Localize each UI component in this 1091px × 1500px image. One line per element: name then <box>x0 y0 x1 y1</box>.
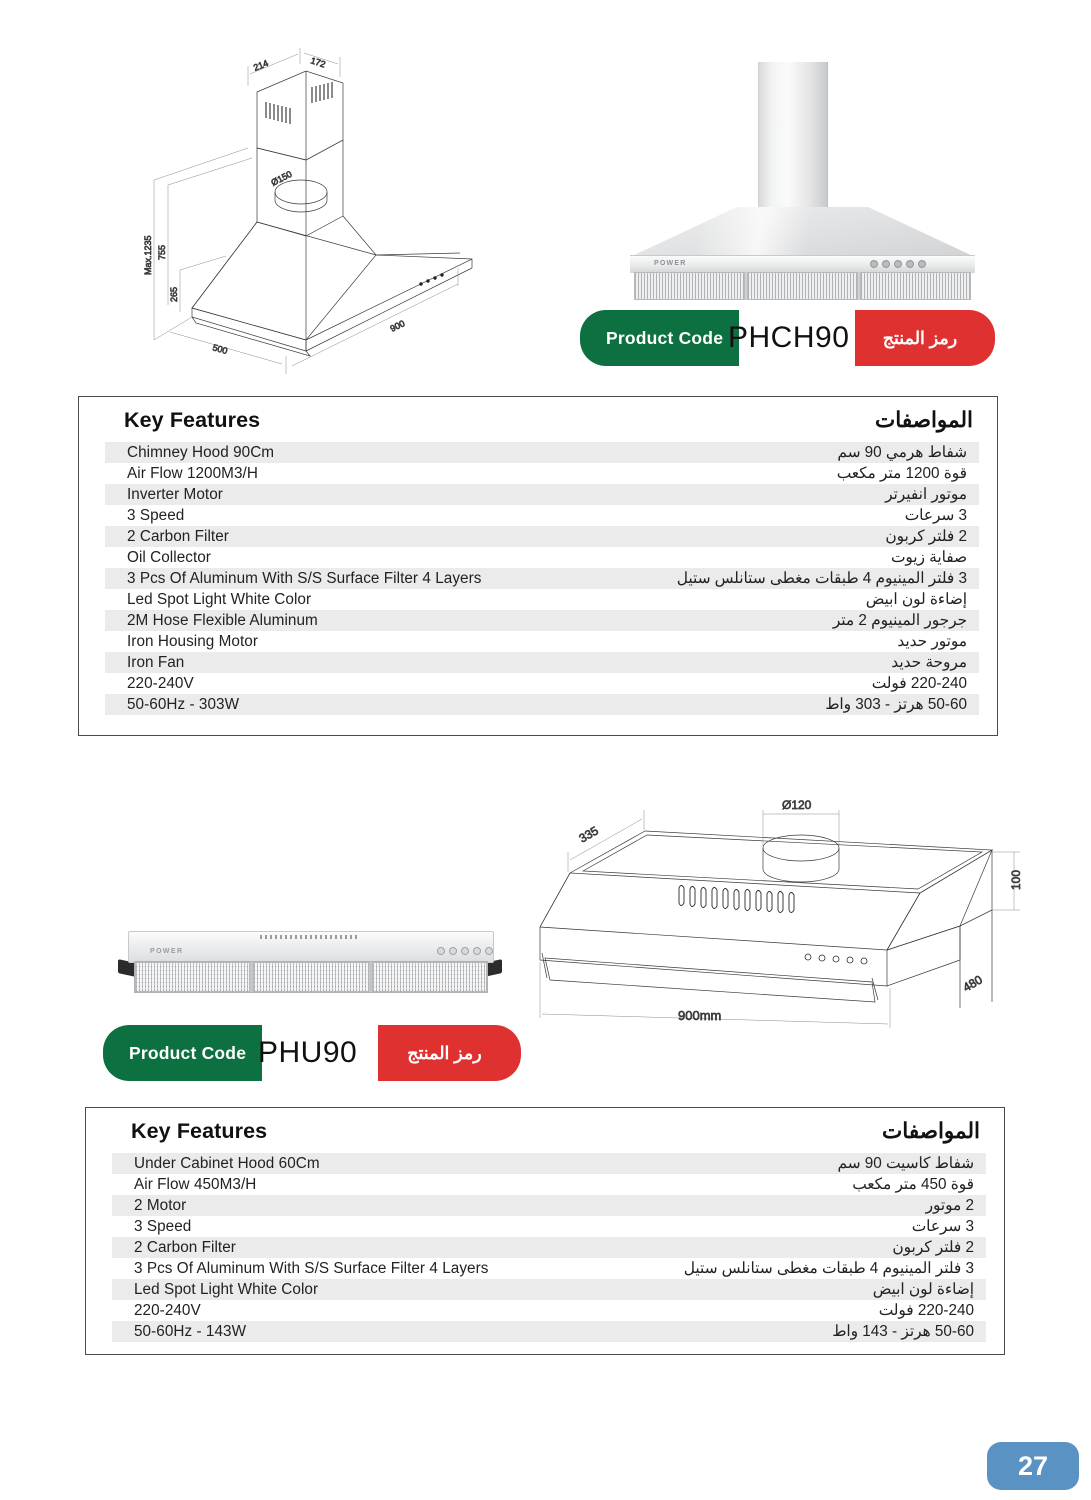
control-button[interactable] <box>461 947 469 955</box>
spec-row-ar: 220-240 فولت <box>878 1302 974 1319</box>
under-cabinet-grease-filters <box>134 961 488 993</box>
product-code-badge-ar <box>855 310 995 366</box>
svg-text:900: 900 <box>388 318 407 334</box>
svg-text:500: 500 <box>211 342 229 357</box>
spec-row-ar: 3 فلتر المينيوم 4 طبقات مغطى ستانلس ستيل <box>683 1260 974 1277</box>
product-code-badge-ar <box>378 1025 521 1081</box>
spec-row-ar: شفاط هرمي 90 سم <box>837 444 967 461</box>
spec-row-ar: 50-60 هرتز - 303 واط <box>825 696 967 713</box>
control-button[interactable] <box>437 947 445 955</box>
spec-row-en: 3 Pcs Of Aluminum With S/S Surface Filter 4 Layers <box>134 1259 489 1277</box>
filter-panel <box>860 272 971 300</box>
spec-row-en: 220-240V <box>134 1301 201 1319</box>
product-code-strip-phu90 <box>103 1025 521 1081</box>
spec-row-ar: مروحة حديد <box>891 654 967 671</box>
spec-row-ar: 220-240 فولت <box>871 675 967 692</box>
spec-row <box>105 547 979 568</box>
chimney-hood-technical-drawing <box>140 40 490 390</box>
spec-row-en: Air Flow 450M3/H <box>134 1175 257 1193</box>
spec-rows-phu90 <box>86 1153 1004 1348</box>
spec-row <box>105 610 979 631</box>
spec-header-en: Key Features <box>131 1119 268 1143</box>
chimney-grease-filters <box>634 272 971 300</box>
spec-row <box>112 1216 986 1237</box>
control-button[interactable] <box>894 260 902 268</box>
under-cabinet-hood-technical-drawing <box>520 790 1030 1035</box>
spec-row-ar: قوة 450 متر مكعب <box>852 1176 974 1193</box>
product-code-badge-ar-label: رمز المنتج <box>882 327 958 348</box>
product-code-badge-en-label: Product Code <box>129 1042 247 1063</box>
spec-row <box>105 463 979 484</box>
svg-text:Max.1235: Max.1235 <box>143 235 153 275</box>
spec-table-header <box>79 397 997 442</box>
spec-row-ar: جرجور المينيوم 2 متر <box>832 612 967 629</box>
svg-text:Ø120: Ø120 <box>782 798 812 812</box>
spec-table-header <box>86 1108 1004 1153</box>
spec-row <box>105 631 979 652</box>
spec-row-ar: 3 سرعات <box>904 507 967 524</box>
spec-row <box>112 1153 986 1174</box>
filter-panel <box>135 962 250 992</box>
spec-row-ar: 2 موتور <box>925 1197 974 1214</box>
product-code-strip-phch90 <box>580 310 995 366</box>
spec-row <box>105 526 979 547</box>
spec-row <box>112 1237 986 1258</box>
spec-row-ar: صفاية زيوت <box>890 549 967 566</box>
spec-row-ar: 3 فلتر المينيوم 4 طبقات مغطى ستانلس ستيل <box>676 570 967 587</box>
product-code-badge-en <box>580 310 739 366</box>
spec-row-en: Chimney Hood 90Cm <box>127 443 275 461</box>
spec-row-ar: 2 فلتر كربون <box>892 1239 974 1256</box>
spec-row-en: 50-60Hz - 303W <box>127 695 240 713</box>
control-button[interactable] <box>918 260 926 268</box>
chimney-control-buttons <box>870 260 926 268</box>
svg-text:265: 265 <box>169 286 179 302</box>
control-button[interactable] <box>485 947 493 955</box>
spec-row-en: 2M Hose Flexible Aluminum <box>127 611 318 629</box>
page-number: 27 <box>1017 1450 1049 1481</box>
spec-row-en: Air Flow 1200M3/H <box>127 464 258 482</box>
spec-row <box>105 484 979 505</box>
spec-row-en: 220-240V <box>127 674 194 692</box>
chimney-canopy <box>630 207 975 257</box>
product-code-value: PHCH90 <box>728 321 850 354</box>
spec-row-ar: إضاءة لون ابيض <box>872 1281 974 1298</box>
filter-panel <box>747 272 858 300</box>
spec-row-en: Under Cabinet Hood 60Cm <box>134 1154 320 1172</box>
svg-text:172: 172 <box>309 55 327 70</box>
spec-row-en: Led Spot Light White Color <box>127 590 312 608</box>
spec-table-phu90 <box>85 1107 1005 1355</box>
spec-row-en: Oil Collector <box>127 548 211 566</box>
spec-row <box>112 1195 986 1216</box>
spec-rows-phch90 <box>79 442 997 721</box>
spec-row-en: 3 Pcs Of Aluminum With S/S Surface Filter 4 Layers <box>127 569 482 587</box>
spec-row <box>105 568 979 589</box>
spec-row-en: 2 Motor <box>134 1196 187 1214</box>
spec-row <box>105 652 979 673</box>
svg-text:Ø150: Ø150 <box>269 168 294 188</box>
product-code-value: PHU90 <box>258 1036 358 1069</box>
svg-text:100: 100 <box>1009 869 1023 890</box>
spec-row-ar: 50-60 هرتز - 143 واط <box>832 1323 974 1340</box>
svg-text:900mm: 900mm <box>678 1008 722 1023</box>
control-button[interactable] <box>906 260 914 268</box>
control-button[interactable] <box>449 947 457 955</box>
spec-row-ar: موتور انفيرتر <box>885 486 967 503</box>
spec-row <box>105 694 979 715</box>
spec-header-ar: المواصفات <box>882 1119 980 1143</box>
ventilation-slots <box>260 935 360 939</box>
under-cabinet-hood-product-photo <box>112 925 508 1005</box>
spec-header-en: Key Features <box>124 408 261 432</box>
under-cabinet-control-buttons <box>437 947 493 955</box>
spec-row <box>105 673 979 694</box>
svg-text:480: 480 <box>960 972 985 995</box>
spec-row-en: 50-60Hz - 143W <box>134 1322 247 1340</box>
canopy-sheen <box>630 207 975 257</box>
spec-row-en: Iron Housing Motor <box>127 632 258 650</box>
brand-logo-under-cabinet: POWER <box>150 948 184 955</box>
spec-row <box>112 1174 986 1195</box>
chimney-flue <box>758 62 828 210</box>
svg-text:335: 335 <box>576 823 601 846</box>
brand-logo-chimney: POWER <box>654 260 687 267</box>
spec-row-ar: إضاءة لون ابيض <box>865 591 967 608</box>
control-button[interactable] <box>882 260 890 268</box>
product-code-badge-en-label: Product Code <box>606 327 724 348</box>
spec-row-ar: شفاط كاسيت 90 سم <box>837 1155 974 1172</box>
filter-panel <box>634 272 745 300</box>
spec-row-ar: موتور حديد <box>897 633 967 650</box>
chimney-hood-product-photo <box>612 52 1000 302</box>
spec-row-ar: 2 فلتر كربون <box>885 528 967 545</box>
spec-row <box>105 589 979 610</box>
product-code-badge-en <box>103 1025 262 1081</box>
svg-text:755: 755 <box>157 244 167 260</box>
spec-row <box>112 1279 986 1300</box>
spec-row-ar: 3 سرعات <box>911 1218 974 1235</box>
product-code-badge-ar-label: رمز المنتج <box>407 1042 482 1063</box>
spec-row-en: Led Spot Light White Color <box>134 1280 319 1298</box>
spec-table-phch90 <box>78 396 998 736</box>
control-button[interactable] <box>870 260 878 268</box>
filter-panel <box>372 962 487 992</box>
spec-row <box>112 1321 986 1342</box>
spec-row <box>112 1258 986 1279</box>
spec-row <box>105 442 979 463</box>
spec-row <box>112 1300 986 1321</box>
spec-row-en: 2 Carbon Filter <box>134 1238 236 1256</box>
filter-panel <box>253 962 368 992</box>
spec-row <box>105 505 979 526</box>
page-number-badge <box>987 1442 1079 1490</box>
spec-header-ar: المواصفات <box>875 408 973 432</box>
spec-row-en: 3 Speed <box>134 1217 192 1235</box>
spec-row-ar: قوة 1200 متر مكعب <box>836 465 967 482</box>
spec-row-en: 3 Speed <box>127 506 185 524</box>
spec-row-en: Inverter Motor <box>127 485 223 503</box>
spec-row-en: 2 Carbon Filter <box>127 527 229 545</box>
control-button[interactable] <box>473 947 481 955</box>
spec-row-en: Iron Fan <box>127 653 185 671</box>
svg-text:214: 214 <box>252 57 270 73</box>
